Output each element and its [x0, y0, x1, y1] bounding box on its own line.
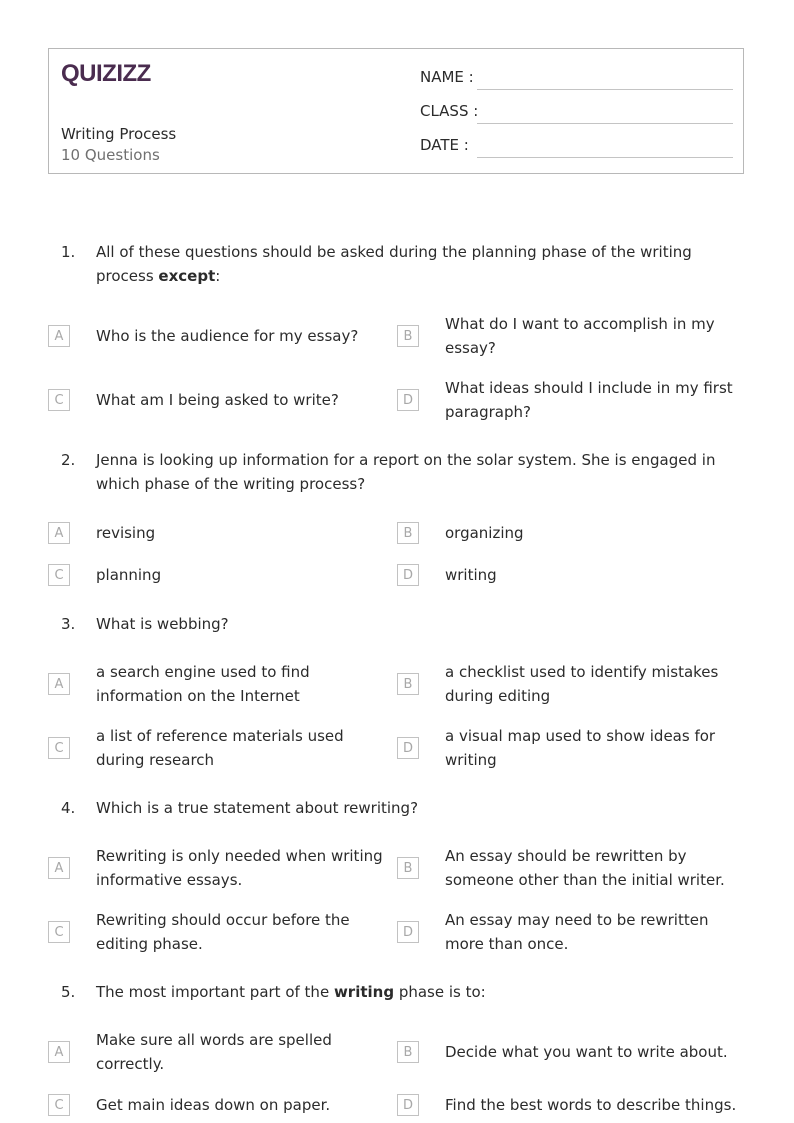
option-text: a list of reference materials used during research — [96, 727, 344, 769]
option-text: Who is the audience for my essay? — [96, 327, 359, 345]
worksheet-header — [48, 48, 744, 174]
question-text-part: All of these questions should be asked during the planning phase of the writing process — [96, 243, 692, 285]
option-text: a checklist used to identify mistakes during editing — [445, 663, 719, 705]
option-text: a visual map used to show ideas for writing — [445, 727, 716, 769]
name-line — [477, 89, 733, 90]
option-text: Find the best words to describe things. — [445, 1096, 737, 1114]
option-letter-box[interactable]: B — [397, 857, 419, 879]
option-letter-box[interactable]: D — [397, 389, 419, 411]
option-text: An essay may need to be rewritten more than once. — [445, 911, 709, 953]
option-text: revising — [96, 524, 156, 542]
option-letter-box[interactable]: B — [397, 325, 419, 347]
option-letter-box[interactable]: C — [48, 737, 70, 759]
option-letter-box[interactable]: C — [48, 921, 70, 943]
question-number: 4. — [61, 799, 76, 817]
option-letter-box[interactable]: D — [397, 1094, 419, 1116]
option-text: Get main ideas down on paper. — [96, 1096, 331, 1114]
question-number: 5. — [61, 983, 76, 1001]
date-label: DATE : — [420, 136, 469, 154]
class-line — [477, 123, 733, 124]
question-number: 1. — [61, 243, 76, 261]
class-field[interactable] — [420, 102, 733, 124]
option-letter-box[interactable]: A — [48, 857, 70, 879]
question-text: Which is a true statement about rewriting? — [96, 799, 419, 817]
question-number: 3. — [61, 615, 76, 633]
question-text — [96, 240, 746, 288]
question-count: 10 Questions — [61, 146, 160, 164]
option-letter-box[interactable]: C — [48, 389, 70, 411]
option-text: Rewriting should occur before the editing phase. — [96, 911, 350, 953]
option-text: Decide what you want to write about. — [445, 1043, 728, 1061]
option-letter-box[interactable]: A — [48, 1041, 70, 1063]
option-letter-box[interactable]: B — [397, 673, 419, 695]
option-letter-box[interactable]: A — [48, 673, 70, 695]
option-text: planning — [96, 566, 162, 584]
question-text — [96, 980, 746, 1004]
option-text: writing — [445, 566, 497, 584]
name-field[interactable] — [420, 68, 733, 90]
option-text: What do I want to accomplish in my essay? — [445, 315, 715, 357]
option-letter-box[interactable]: A — [48, 325, 70, 347]
question-text-part: : — [215, 267, 221, 285]
question-text-part: The most important part of the — [96, 983, 334, 1001]
date-field[interactable] — [420, 136, 733, 158]
worksheet-title: Writing Process — [61, 125, 177, 143]
option-text: organizing — [445, 524, 524, 542]
class-label: CLASS : — [420, 102, 479, 120]
option-letter-box[interactable]: D — [397, 564, 419, 586]
option-text: Make sure all words are spelled correctly. — [96, 1031, 332, 1073]
quizizz-logo-icon — [61, 59, 151, 87]
quizizz-logo — [61, 59, 151, 91]
option-letter-box[interactable]: B — [397, 522, 419, 544]
option-letter-box[interactable]: D — [397, 921, 419, 943]
option-text: What am I being asked to write? — [96, 391, 339, 409]
option-letter-box[interactable]: D — [397, 737, 419, 759]
option-text: Rewriting is only needed when writing informative essays. — [96, 847, 383, 889]
question-text: What is webbing? — [96, 615, 229, 633]
option-text: a search engine used to find information on the Internet — [96, 663, 310, 705]
question-text-emphasis: writing — [333, 983, 395, 1001]
option-text: An essay should be rewritten by someone other than the initial writer. — [445, 847, 725, 889]
name-label: NAME : — [420, 68, 474, 86]
question-number: 2. — [61, 451, 76, 469]
option-letter-box[interactable]: C — [48, 564, 70, 586]
svg-text:QUIZIZZ: QUIZIZZ — [61, 60, 151, 87]
question-text: Jenna is looking up information for a report on the solar system. She is engaged in which phase of the writing process? — [96, 451, 716, 493]
option-letter-box[interactable]: B — [397, 1041, 419, 1063]
date-line — [477, 157, 733, 158]
option-letter-box[interactable]: C — [48, 1094, 70, 1116]
option-letter-box[interactable]: A — [48, 522, 70, 544]
question-text-part: phase is to: — [394, 983, 486, 1001]
option-text: What ideas should I include in my first paragraph? — [445, 379, 733, 421]
question-text-emphasis: except — [158, 267, 216, 285]
